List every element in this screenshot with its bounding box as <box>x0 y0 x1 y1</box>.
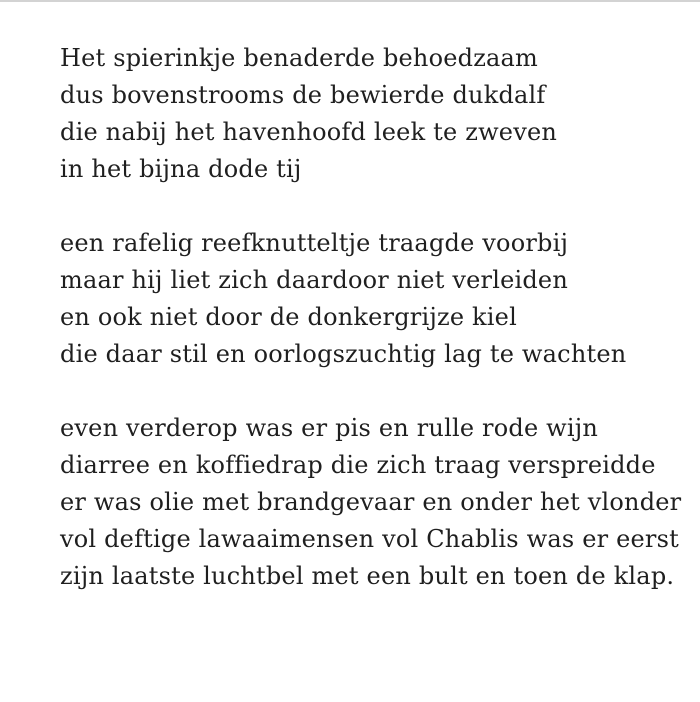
poem-line: vol deftige lawaaimensen vol Chablis was er eerst <box>60 525 679 553</box>
poem-line: die nabij het havenhoofd leek te zweven <box>60 118 558 146</box>
stanza-1 <box>60 40 700 188</box>
poem-line: dus bovenstrooms de bewierde dukdalf <box>60 81 546 109</box>
poem-text <box>0 2 700 595</box>
poem-line: een rafelig reefknutteltje traagde voorbij <box>60 229 569 257</box>
poem-line: even verderop was er pis en rulle rode wijn <box>60 414 599 442</box>
poem-line: diarree en koffiedrap die zich traag verspreidde <box>60 451 656 479</box>
poem-line: in het bijna dode tij <box>60 155 302 183</box>
stanza-2 <box>60 225 700 373</box>
poem-line: er was olie met brandgevaar en onder het vlonder <box>60 488 682 516</box>
poem-line: zijn laatste luchtbel met een bult en toen de klap. <box>60 562 675 590</box>
stanza-3 <box>60 410 700 595</box>
poem-line: die daar stil en oorlogszuchtig lag te wachten <box>60 340 627 368</box>
poem-line: en ook niet door de donkergrijze kiel <box>60 303 517 331</box>
poem-line: maar hij liet zich daardoor niet verleiden <box>60 266 568 294</box>
poem-line: Het spierinkje benaderde behoedzaam <box>60 44 539 72</box>
